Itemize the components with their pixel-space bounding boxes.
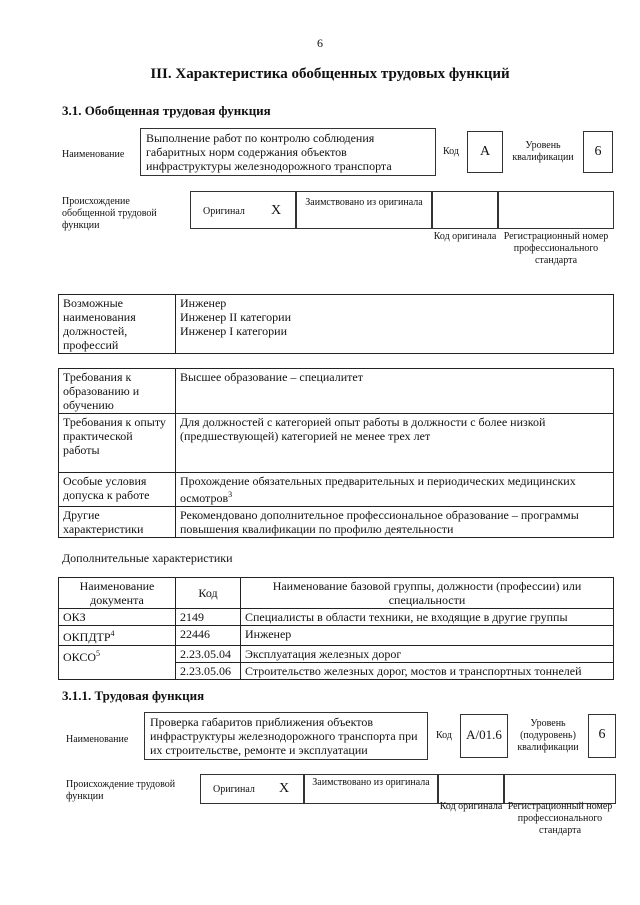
otf-original-cell (190, 191, 296, 229)
row-name: Строительство железных дорог, мостов и транспортных тоннелей (241, 663, 614, 680)
otf-code-value: A (467, 131, 503, 173)
otf-code-label: Код (443, 146, 459, 157)
tf-reg-number-cell (504, 774, 616, 804)
row-name: Эксплуатация железных дорог (241, 646, 614, 663)
position-item: Инженер II категории (180, 310, 291, 324)
req-education-label: Требования к образованию и обучению (59, 369, 176, 414)
tf-origin-label: Происхождение трудовой функции (66, 779, 176, 802)
tf-name-value: Проверка габаритов приближения объектов инфраструктуры железнодорожного транспорта при их строительстве, ремонте и эксплуатации (144, 712, 428, 760)
req-special-value (176, 473, 614, 507)
doc-text: ОКПДТР (63, 630, 111, 644)
position-item: Инженер I категории (180, 324, 287, 338)
otf-name-label: Наименование (62, 149, 125, 160)
requirements-table (58, 368, 614, 538)
row-code: 2149 (176, 609, 241, 626)
col-header-name: Наименование базовой группы, должности (профессии) или специальности (241, 578, 614, 609)
otf-name-value: Выполнение работ по контролю соблюдения габаритных норм содержания объектов инфраструктуры железнодорожного транспорта (140, 128, 436, 176)
table-row (59, 646, 614, 663)
req-special-text: Прохождение обязательных предварительных и периодических медицинских осмотров (180, 474, 576, 505)
otf-origin-label: Происхождение обобщенной трудовой функции (62, 196, 157, 231)
table-row (59, 609, 614, 626)
tf-orig-code-cell (438, 774, 504, 804)
otf-orig-code-label: Код оригинала (433, 231, 497, 242)
doc-text: ОКЗ (63, 610, 86, 624)
req-other-value: Рекомендовано дополнительное профессиональное образование – программы повышения квалификации по профилю деятельности (176, 507, 614, 538)
otf-original-label: Оригинал (203, 206, 245, 217)
tf-reg-number-label: Регистрационный номер профессионального стандарта (507, 801, 613, 836)
row-code: 2.23.05.04 (176, 646, 241, 663)
req-other-label: Другие характеристики (59, 507, 176, 538)
row-doc (59, 609, 176, 626)
row-code: 22446 (176, 626, 241, 646)
additional-title: Дополнительные характеристики (62, 551, 233, 565)
otf-level-value: 6 (583, 131, 613, 173)
otf-original-mark: X (271, 203, 282, 218)
section-title: III. Характеристика обобщенных трудовых функций (150, 66, 510, 82)
footnote-ref: 5 (96, 649, 101, 658)
otf-level-label: Уровень квалификации (512, 140, 574, 163)
otf-reg-number-label: Регистрационный номер профессионального стандарта (503, 231, 609, 266)
table-row (59, 626, 614, 646)
req-education-value: Высшее образование – специалитет (176, 369, 614, 414)
col-header-doc: Наименование документа (59, 578, 176, 609)
row-name: Специалисты в области техники, не входящие в другие группы (241, 609, 614, 626)
additional-table (58, 577, 614, 680)
otf-heading: 3.1. Обобщенная трудовая функция (62, 103, 271, 118)
footnote-ref: 4 (110, 629, 115, 638)
otf-orig-code-cell (432, 191, 498, 229)
tf-original-cell (200, 774, 304, 804)
otf-borrowed-label: Заимствовано из оригинала (296, 191, 432, 229)
req-special-label: Особые условия допуска к работе (59, 473, 176, 507)
tf-level-label: Уровень (подуровень) квалификации (517, 718, 579, 753)
req-experience-label: Требования к опыту практической работы (59, 414, 176, 473)
row-doc (59, 626, 176, 646)
positions-list (176, 295, 614, 354)
page-number: 6 (317, 36, 323, 50)
tf-borrowed-label: Заимствовано из оригинала (304, 774, 438, 804)
row-name: Инженер (241, 626, 614, 646)
tf-orig-code-label: Код оригинала (439, 801, 503, 812)
col-header-code: Код (176, 578, 241, 609)
positions-table (58, 294, 614, 354)
position-item: Инженер (180, 296, 227, 310)
footnote-ref: 3 (228, 490, 233, 499)
positions-label: Возможные наименования должностей, профессий (59, 295, 176, 354)
doc-text: ОКСО (63, 650, 97, 664)
req-experience-value: Для должностей с категорией опыт работы в должности с более низкой (предшествующей) категорией не менее трех лет (176, 414, 614, 473)
otf-reg-number-cell (498, 191, 614, 229)
tf-code-value: A/01.6 (460, 714, 508, 758)
tf-level-value: 6 (588, 714, 616, 758)
row-doc (59, 646, 176, 680)
tf-code-label: Код (436, 730, 452, 741)
tf-original-mark: X (279, 781, 290, 796)
row-code: 2.23.05.06 (176, 663, 241, 680)
tf-name-label: Наименование (66, 734, 129, 745)
tf-original-label: Оригинал (213, 784, 255, 795)
tf-heading: 3.1.1. Трудовая функция (62, 688, 205, 703)
